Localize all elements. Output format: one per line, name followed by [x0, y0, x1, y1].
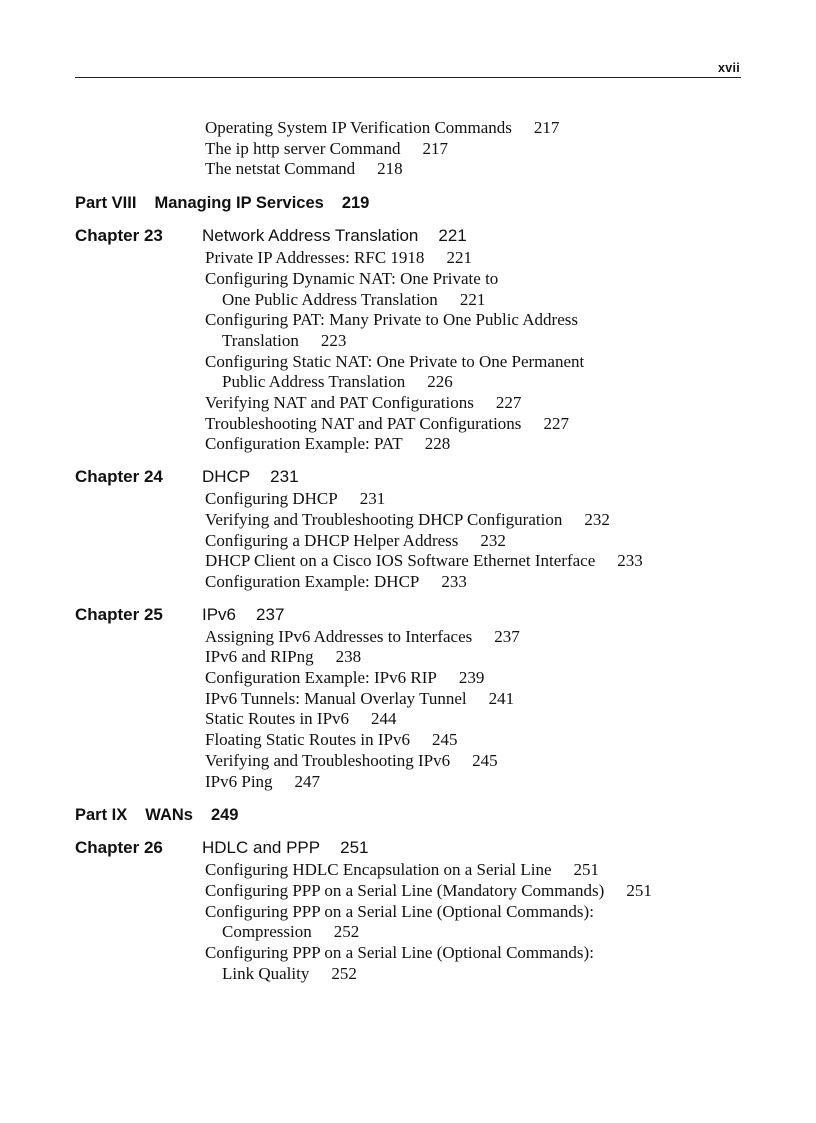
entry-title: IPv6 Ping: [205, 771, 273, 791]
entry-title: Verifying NAT and PAT Configurations: [205, 393, 474, 413]
chapter-page: 231: [270, 467, 299, 487]
entry-page: 227: [495, 393, 522, 413]
entry-title: Private IP Addresses: RFC 1918: [205, 248, 425, 268]
chapter-heading[interactable]: [75, 466, 755, 488]
entry-page: 252: [331, 963, 357, 983]
entry-page: 241: [488, 688, 515, 708]
entry-page: 245: [431, 730, 458, 750]
entry-title: Static Routes in IPv6: [205, 709, 350, 729]
entry-title: Configuring Dynamic NAT: One Private to One Public Address Translation: [205, 268, 499, 309]
entry-page: 228: [424, 434, 451, 454]
entry-page: 226: [427, 372, 453, 392]
entry-page: 247: [294, 771, 321, 791]
entry-page: 233: [441, 571, 467, 591]
toc-entry[interactable]: [205, 668, 755, 689]
entry-page: 232: [480, 530, 506, 550]
entry-page: 217: [533, 118, 560, 137]
toc-entry[interactable]: [205, 902, 755, 943]
entry-page: 244: [371, 709, 397, 729]
toc-entry[interactable]: [205, 772, 755, 793]
toc-entry[interactable]: [205, 434, 755, 455]
entry-page: 232: [584, 509, 610, 529]
entry-page: 238: [335, 647, 362, 667]
entry-title: Configuring PPP on a Serial Line (Optional Commands): Compression: [205, 901, 594, 942]
toc-entry[interactable]: [205, 881, 755, 902]
header-rule: [75, 77, 741, 78]
toc-entry[interactable]: [205, 943, 755, 984]
entry-title: IPv6 Tunnels: Manual Overlay Tunnel: [205, 688, 467, 708]
entry-title: Verifying and Troubleshooting IPv6: [205, 750, 451, 770]
entry-title: Configuring Static NAT: One Private to One Permanent Public Address Translation: [205, 351, 585, 392]
entry-title: Configuring PPP on a Serial Line (Optional Commands): Link Quality: [205, 943, 594, 983]
chapter-heading[interactable]: [75, 837, 755, 859]
entry-page: 227: [543, 413, 569, 433]
entry-title: Configuring a DHCP Helper Address: [205, 530, 459, 550]
toc-entry[interactable]: [205, 352, 755, 393]
toc-entry[interactable]: [205, 139, 755, 160]
toc-entry[interactable]: [205, 248, 755, 269]
entry-page: 237: [494, 626, 520, 646]
chapter-label: Chapter 23: [75, 226, 163, 246]
table-of-contents: [75, 118, 755, 985]
entry-page: 217: [422, 138, 448, 158]
entry-title: Troubleshooting NAT and PAT Configurations: [205, 413, 522, 433]
entry-title: Configuration Example: DHCP: [205, 571, 420, 591]
entry-title: Configuration Example: PAT: [205, 434, 403, 454]
entry-page: 221: [446, 248, 472, 268]
chapter-page: 251: [340, 838, 369, 858]
chapter-title: IPv6: [202, 604, 237, 624]
entry-title: Configuring PPP on a Serial Line (Mandatory Commands): [205, 880, 605, 900]
entry-title: Assigning IPv6 Addresses to Interfaces: [205, 626, 473, 646]
chapter-label: Chapter 26: [75, 838, 163, 858]
toc-entry[interactable]: [205, 489, 755, 510]
chapter-label: Chapter 25: [75, 604, 163, 624]
part-page: 249: [210, 806, 239, 825]
toc-entry[interactable]: [205, 860, 755, 881]
entry-title: The netstat Command: [205, 159, 356, 179]
toc-entry[interactable]: [205, 269, 755, 310]
toc-entry[interactable]: [205, 551, 755, 572]
entry-title: DHCP Client on a Cisco IOS Software Ethernet Interface: [205, 551, 596, 571]
entry-page: 239: [458, 668, 485, 688]
entry-page: 245: [472, 750, 498, 770]
entry-title: IPv6 and RIPng: [205, 647, 314, 667]
entry-page: 218: [377, 159, 403, 179]
part-title: Managing IP Services: [154, 194, 324, 213]
chapter-page: 221: [438, 226, 467, 246]
part-label: Part VIII: [75, 194, 137, 213]
page-number: xvii: [717, 61, 740, 75]
toc-entry[interactable]: [205, 627, 755, 648]
part-heading-ix[interactable]: [75, 804, 755, 826]
part-heading-viii[interactable]: [75, 192, 755, 214]
toc-entry[interactable]: [205, 159, 755, 180]
chapter-title: DHCP: [202, 467, 251, 487]
entry-title: Configuring HDLC Encapsulation on a Serial Line: [205, 860, 552, 880]
entry-page: 231: [359, 489, 386, 509]
toc-entry[interactable]: [205, 689, 755, 710]
entry-page: 251: [626, 880, 652, 900]
toc-entry[interactable]: [205, 510, 755, 531]
chapter-24: [75, 466, 755, 593]
part-label: Part IX: [75, 806, 128, 825]
entry-page: 252: [333, 922, 360, 942]
entry-title: Configuring DHCP: [205, 489, 338, 509]
part-title: WANs: [145, 806, 193, 825]
chapter-heading[interactable]: [75, 604, 755, 626]
toc-entry[interactable]: [205, 310, 755, 351]
entry-title: Configuring PAT: Many Private to One Public Address Translation: [205, 310, 578, 350]
entry-title: Floating Static Routes in IPv6: [205, 730, 410, 750]
entry-page: 251: [573, 860, 600, 880]
part-page: 219: [341, 194, 370, 213]
entry-title: Configuration Example: IPv6 RIP: [205, 668, 437, 688]
toc-entry[interactable]: [205, 647, 755, 668]
entry-page: 221: [459, 289, 486, 309]
chapter-title: Network Address Translation: [202, 226, 419, 246]
toc-entry[interactable]: [205, 531, 755, 552]
toc-entry[interactable]: [205, 414, 755, 435]
chapter-heading[interactable]: [75, 225, 755, 247]
entry-title: Operating System IP Verification Commands: [205, 118, 512, 137]
toc-entry[interactable]: [205, 751, 755, 772]
toc-entry[interactable]: [205, 118, 755, 139]
chapter-23: [75, 225, 755, 455]
chapter-label: Chapter 24: [75, 467, 163, 487]
entry-page: 223: [320, 330, 347, 350]
toc-entry[interactable]: [205, 572, 755, 593]
chapter-title: HDLC and PPP: [202, 838, 321, 858]
toc-entry[interactable]: [205, 393, 755, 414]
entry-title: Verifying and Troubleshooting DHCP Configuration: [205, 509, 563, 529]
chapter-page: 237: [256, 604, 285, 624]
toc-entry[interactable]: [205, 730, 755, 751]
intro-entries: [75, 118, 755, 180]
entry-title: The ip http server Command: [205, 138, 401, 158]
entry-page: 233: [617, 551, 643, 571]
toc-entry[interactable]: [205, 709, 755, 730]
chapter-26: [75, 837, 755, 984]
chapter-25: [75, 604, 755, 793]
